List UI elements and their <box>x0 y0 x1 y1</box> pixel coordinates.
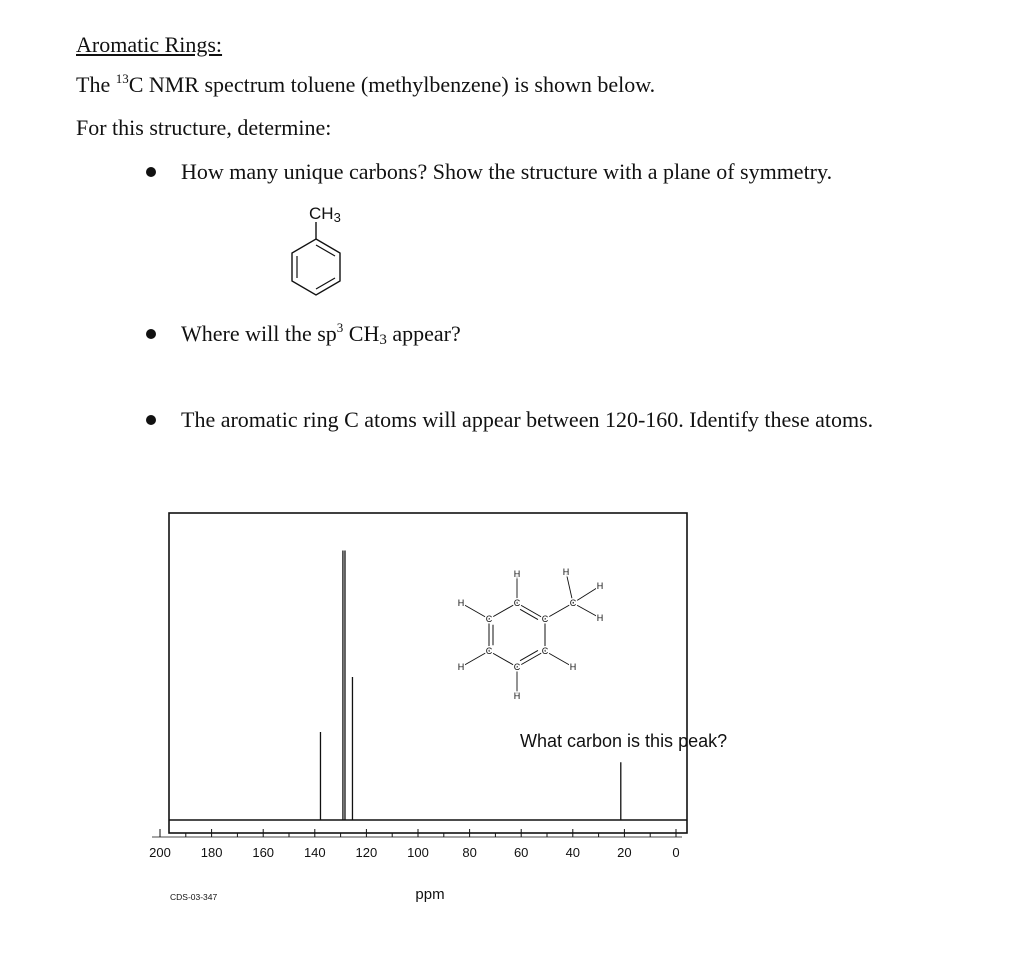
hydrogen-atom: H <box>457 598 465 608</box>
carbon-atom: C <box>485 614 493 624</box>
intro-text <box>76 71 656 97</box>
prompt-text: For this structure, determine: <box>76 115 332 140</box>
x-tick-label: 120 <box>355 845 378 860</box>
hydrogen-atom: H <box>513 569 521 579</box>
bullet-dot <box>146 167 156 177</box>
carbon-atom: C <box>541 614 549 624</box>
x-tick-label: 100 <box>407 845 429 860</box>
double-bond <box>520 650 538 660</box>
carbon-atom: C <box>513 662 521 672</box>
hydrogen-atom: H <box>562 567 570 577</box>
spectrum-border <box>169 513 687 833</box>
x-tick-label: 80 <box>462 845 477 860</box>
carbon-atom: C <box>541 646 549 656</box>
hydrogen-atom: H <box>569 662 577 672</box>
x-tick-label: 40 <box>565 845 581 860</box>
carbon-atom: C <box>485 646 493 656</box>
hydrogen-atom: H <box>596 613 604 623</box>
toluene-sub-3: 3 <box>333 210 341 225</box>
x-tick-label: 200 <box>149 845 171 860</box>
bullet-2-sup: 3 <box>336 320 344 335</box>
bullet-1-text: How many unique carbons? Show the structure with a plane of symmetry. <box>181 159 833 184</box>
x-tick-label: 20 <box>617 845 632 860</box>
bullet-3-text: The aromatic ring C atoms will appear between 120-160. Identify these atoms. <box>181 407 874 432</box>
nmr-spectrum <box>130 500 730 920</box>
hydrogen-atom: H <box>513 691 521 701</box>
intro-before: The <box>76 72 116 97</box>
x-tick-label: 0 <box>672 845 680 860</box>
x-tick-label: 160 <box>252 845 275 860</box>
bullet-2-before: Where will the sp <box>181 321 337 346</box>
intro-after: C NMR spectrum toluene (methylbenzene) is shown below. <box>128 72 656 97</box>
spectrum-peaks <box>320 551 620 821</box>
heading: Aromatic Rings: <box>76 32 223 57</box>
toluene-structure <box>288 220 348 300</box>
x-tick-label: 180 <box>200 845 223 860</box>
catalog-id-label: CDS-03-347 <box>170 892 218 902</box>
spectrum-frame <box>169 513 687 833</box>
hydrogen-atom: H <box>457 662 465 672</box>
bullet-2-sub: 3 <box>379 332 387 348</box>
toluene-ch-text: CH <box>309 204 334 223</box>
peak-callout: What carbon is this peak? <box>520 731 728 751</box>
axis-unit-label: ppm <box>415 886 445 903</box>
double-bond <box>520 609 538 619</box>
x-tick-label: 140 <box>303 845 326 860</box>
carbon-atom: C <box>569 598 577 608</box>
bullet-dot <box>146 329 156 339</box>
x-tick-label: 60 <box>513 845 529 860</box>
bullet-dot <box>146 415 156 425</box>
hydrogen-atom: H <box>596 581 604 591</box>
toluene-full-structure <box>458 567 604 701</box>
intro-isotope-sup: 13 <box>115 71 129 86</box>
bullet-2-text <box>181 320 461 348</box>
bullet-2-mid: CH <box>343 321 380 346</box>
bullet-2-after: appear? <box>386 321 461 346</box>
carbon-atom: C <box>513 598 521 608</box>
